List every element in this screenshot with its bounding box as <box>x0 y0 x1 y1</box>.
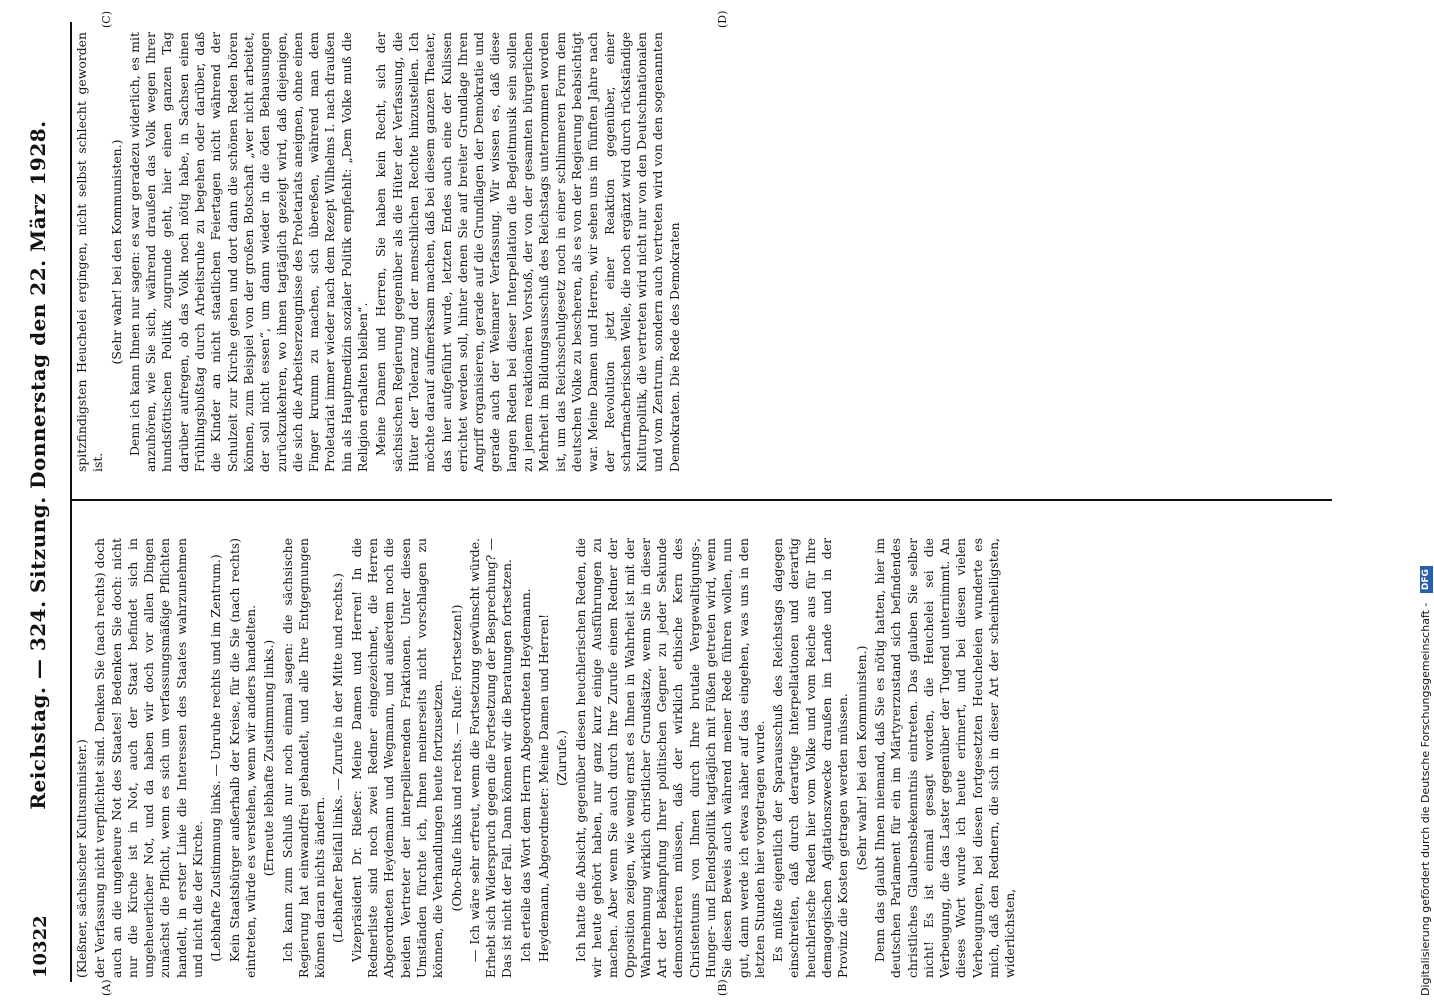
paragraph: (Oho-Rufe links und rechts. — Rufe: Fortsetzen!) <box>448 604 464 912</box>
column-divider <box>70 499 1332 501</box>
margin-marker-b: (B) <box>716 979 729 996</box>
paragraph: Ich kann zum Schluß nur noch einmal sagen: die sächsische Regierung hat einwandfrei gehandelt, und alle Ihre Entgegnungen können daran nichts ändern. <box>279 538 328 978</box>
paragraph: Ich erteile das Wort dem Herrn Abgeordneten Heydemann. <box>517 588 533 962</box>
paragraph: (Kleßner, sächsischer Kultusminister.) <box>74 739 89 978</box>
page-header <box>20 0 66 1000</box>
margin-marker-c: (C) <box>100 11 113 28</box>
dfg-logo: DFG <box>1420 566 1433 593</box>
paragraph: Denn das glaubt Ihnen niemand, daß Sie es nötig hatten, hier im deutschen Parlament für ein im Märtyrerzustand sich befindendes christliches Glaubensbekenntnis eintreten. Das glauben Sie selber nicht! Es ist einmal gesagt worden, die Heuchelei sei die Verbeugung, die das Laster gegenüber der Tugend unternimmt. An dieses Wort wurde ich heute erinnert, und bei diesen vielen Verbeugungen, bei diesen fortgesetzten Heucheleien wunderte es mich, daß den Rednern, die sich in dieser Art der scheinheiligsten, widerlichsten, <box>871 538 1018 978</box>
page-title: Reichstag. — 324. Sitzung. Donnerstag den 22. März 1928. <box>26 120 50 810</box>
paragraph: (Lebhafte Zustimmung links. — Unruhe rechts und im Zentrum.) <box>208 554 224 962</box>
right-column <box>74 32 1329 472</box>
paragraph: (Lebhafter Beifall links. — Zurufe in der Mitte und rechts.) <box>330 572 346 944</box>
margin-marker-d: (D) <box>716 10 729 28</box>
paragraph: Ich hatte die Absicht, gegenüber diesen heuchlerischen Reden, die wir heute gehört haben, nur ganz kurz einige Ausführungen zu machen. Aber wenn Sie auch durch Ihre Zurufe einem Redner der Opposition zeigen, wie wenig ernst es Ihnen in Wahrheit ist mit der Wahrnehmung wirklich christlicher Grundsätze, wenn Sie in dieser Art der Bekämpfung Ihrer politischen Gegner zu jeder Sekunde demonstrieren müssen, daß der wirklich ethische Kern des Christentums von Ihnen durch Ihre brutale Vergewaltigungs-, Hunger- und Elendspolitik tagtäglich mit Füßen getreten wird, wenn Sie diesen Beweis auch während meiner Rede führen wollen, nun gut, dann werde ich etwas näher auf das eingehen, was uns in den letzten Stunden hier vorgetragen wurde. <box>572 538 767 978</box>
paragraph: (Sehr wahr! bei den Kommunisten.) <box>108 139 124 365</box>
paragraph: Es müßte eigentlich der Sparausschuß des Reichstags dagegen einschreiten, daß durch derartige Interpellationen und derartig heuchlerische Reden hier vom Volke und vom Reiche aus für Ihre demagogischen Agitationszwecke draußen im Lande und in der Provinz die Kosten getragen werden müssen. <box>770 538 851 978</box>
digitization-note: Digitalisierung gefördert durch die Deutsche Forschungsgemeinschaft - <box>1419 602 1432 996</box>
paragraph: — Ich wäre sehr erfreut, wenn die Fortsetzung gewünscht würde. Erhebt sich Widerspruch gegen die Fortsetzung der Besprechung? — Das ist nicht der Fall. Dann können wir die Beratungen fortsetzen. <box>466 538 515 978</box>
paragraph: Kein Staatsbürger außerhalb der Kreise, für die Sie (nach rechts) eintreten, würde es verstehen, wenn wir anders handelten. <box>226 538 258 978</box>
paragraph: der Verfassung nicht verpflichtet sind. Denken Sie (nach rechts) doch auch an die ungeheure Not des Staates! Bedenken Sie doch: nicht nur die Kirche ist in Not, auch der Staat befindet sich in ungeheuerlicher Not, und da haben wir doch vor allen Dingen zunächst die Pflicht, wenn es sich um verfassungsmäßige Pflichten handelt, in erster Linie die Interessen des Staates wahrzunehmen und nicht die der Kirche. <box>92 538 206 978</box>
margin-marker-a: (A) <box>100 979 113 996</box>
digitization-strip <box>1406 0 1434 1000</box>
paragraph: Denn ich kann Ihnen nur sagen: es war geradezu widerlich, es mit anzuhören, wie Sie sich, während draußen das Volk wegen Ihrer hundsföttischen Politik zugrunde geht, hier einen ganzen Tag darüber aufregen, ob das Volk noch nötig habe, in Sachsen einen Frühlingsbußtag durch Arbeitsruhe zu begehen oder darüber, daß die Kinder an nicht staatlichen Feiertagen nicht während der Schulzeit zur Kirche gehen und dort dann die schönen Reden hören können, zum Beispiel von der großen Botschaft „wer nicht arbeitet, der soll nicht essen“, um dann wieder in die öden Behausungen zurückzukehren, wo ihnen tagtäglich gezeigt wird, daß diejenigen, die sich die Arbeitserzeugnisse des Proletariats aneignen, ohne einen Finger krumm zu machen, sich übereßen, während man dem Proletariat immer wieder nach dem Rezept Wilhelms I. nach draußen hin als Hauptmedizin sozialer Politik empfiehlt: „Dem Volke muß die Religion erhalten bleiben“. <box>126 32 371 472</box>
paragraph: Meine Damen und Herren, Sie haben kein Recht, sich der sächsischen Regierung gegenüber als die Hüter der Verfassung, die Hüter der Toleranz und der menschlichen Rechte hinzustellen. Ich möchte darauf aufmerksam machen, daß bei diesem ganzen Theater, das hier aufgeführt wurde, letzten Endes auch eine der Kulissen errichtet werden soll, hinter denen Sie auf breiter Grundlage Ihren Angriff organisieren, gerade auf die Grundlagen der Demokratie und gerade auch der Weimarer Verfassung. Wir wissen es, daß diese langen Reden bei dieser Interpellation die Begleitmusik sein sollen zu jenem reaktionären Vorstoß, der von der gesamten bürgerlichen Mehrheit im Bildungsausschuß des Reichstags unternommen worden ist, um das Reichsschulgesetz noch in einer schlimmeren Form dem deutschen Volke zu bescheren, als es von der Regierung beabsichtigt war. Meine Damen und Herren, wir sehen uns im fünften Jahre nach der Revolution jetzt einer Reaktion gegenüber, einer scharfmacherischen Welle, die noch ergänzt wird durch rückständige Kulturpolitik, die vertreten wird nicht nur von den Deutschnationalen und vom Zentrum, sondern auch vertreten wird von den sogenannten Demokraten. Die Rede des Demokraten <box>373 32 682 472</box>
paragraph: spitzfindigsten Heuchelei ergingen, nicht selbst schlecht geworden ist. <box>74 32 106 472</box>
paragraph: (Erneute lebhafte Zustimmung links.) <box>261 639 277 877</box>
paragraph: (Sehr wahr! bei den Kommunisten.) <box>853 645 869 871</box>
paragraph: Heydemann, Abgeordneter: Meine Damen und Herren! <box>536 613 552 962</box>
page-number: 10322 <box>30 915 51 978</box>
header-rule <box>70 22 72 982</box>
paragraph: Vizepräsident Dr. Rießer: Meine Damen und Herren! In die Rednerliste sind noch zwei Redner eingezeichnet, die Herren Abgeordneten Heydemann und Wegmann, und außerdem noch die beiden Vertreter der interpellierenden Fraktionen. Unter diesen Umständen fürchte ich, Ihnen meinerseits nicht vorschlagen zu können, die Verhandlungen heute fortzusetzen. <box>348 538 446 978</box>
left-column <box>74 538 1329 978</box>
paragraph: (Zurufe.) <box>554 729 570 787</box>
